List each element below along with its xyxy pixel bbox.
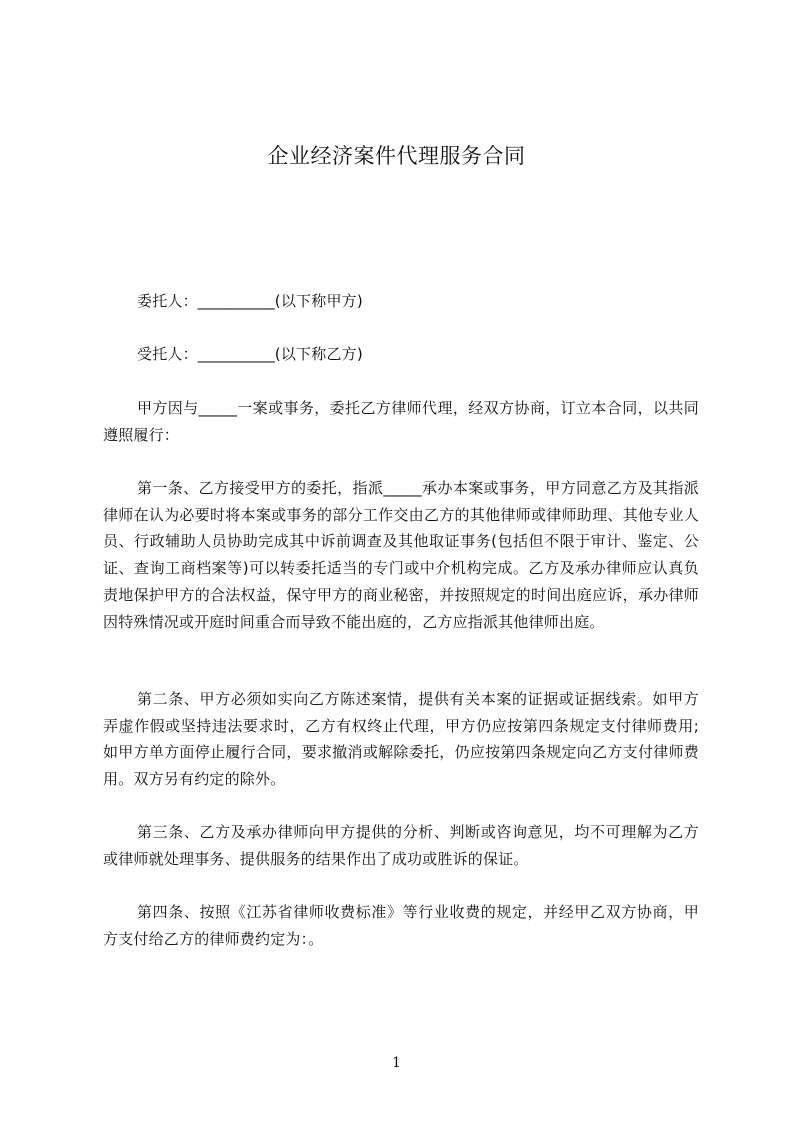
article-1-paragraph: 第一条、乙方接受甲方的委托，指派_____承办本案或事务，甲方同意乙方及其指派律师在认为必要时将本案或事务的部分工作交由乙方的其他律师或律师助理、其他专业人员、行政辅助人员协助完成其中诉前调查及其他取证事务(包括但不限于审计、鉴定、公证、查询工商档案等)可以转委托适当的专门或中介机构完成。乙方及承办律师应认真负责地保护甲方的合法权益，保守甲方的商业秘密，并按照规定的时间出庭应诉，承办律师因特殊情况或开庭时间重合而导致不能出庭的，乙方应指派其他律师出庭。 bbox=[103, 479, 699, 631]
agent-party-line: 受托人：__________(以下称乙方) bbox=[137, 345, 363, 363]
document-title: 企业经济案件代理服务合同 bbox=[267, 144, 526, 168]
article-2-paragraph: 第二条、甲方必须如实向乙方陈述案情，提供有关本案的证据或证据线索。如甲方弄虚作假或坚持违法要求时，乙方有权终止代理，甲方仍应按第四条规定支付律师费用;如甲方单方面停止履行合同，要求撤消或解除委托，仍应按第四条规定向乙方支付律师费用。双方另有约定的除外。 bbox=[103, 690, 699, 789]
intro-paragraph: 甲方因与_____一案或事务，委托乙方律师代理，经双方协商，订立本合同，以共同遵照履行： bbox=[103, 399, 699, 444]
client-party-line: 委托人：__________(以下称甲方) bbox=[137, 292, 363, 310]
page-number: 1 bbox=[392, 1055, 401, 1071]
article-3-paragraph: 第三条、乙方及承办律师向甲方提供的分析、判断或咨询意见，均不可理解为乙方或律师就处理事务、提供服务的结果作出了成功或胜诉的保证。 bbox=[103, 823, 699, 868]
article-4-paragraph: 第四条、按照《江苏省律师收费标准》等行业收费的规定，并经甲乙双方协商，甲方支付给乙方的律师费约定为：。 bbox=[103, 903, 699, 948]
